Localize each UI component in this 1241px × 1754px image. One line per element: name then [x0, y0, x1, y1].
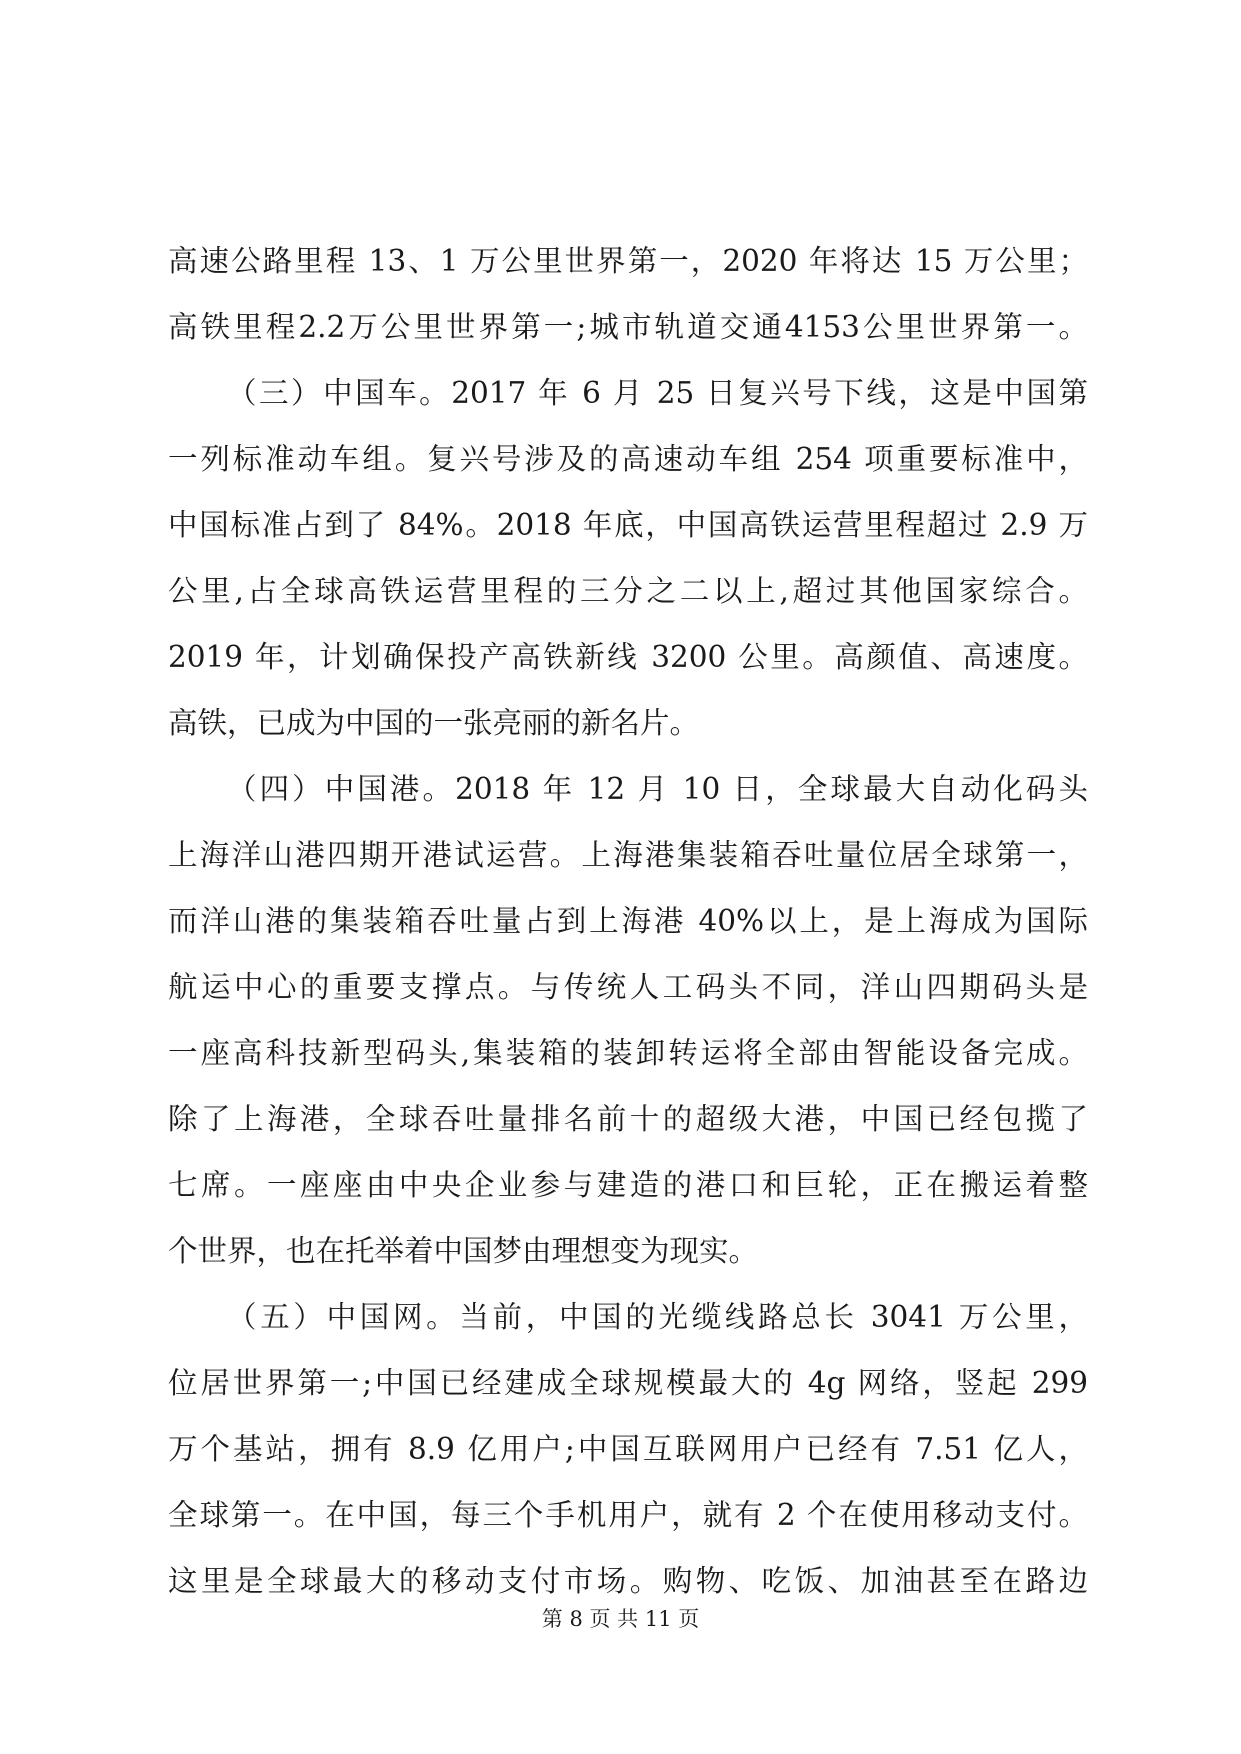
text-line: 而洋山港的集装箱吞吐量占到上海港 40%以上，是上海成为国际: [168, 904, 1088, 938]
text-line: 公里,占全球高铁运营里程的三分之二以上,超过其他国家综合。: [168, 574, 1088, 608]
paragraph-start-line: （四）中国港。2018 年 12 月 10 日，全球最大自动化码头: [227, 772, 1088, 806]
paragraph-end-line: 高铁，已成为中国的一张亮丽的新名片。: [168, 706, 700, 740]
text-line: 一座高科技新型码头,集装箱的装卸转运将全部由智能设备完成。: [168, 1036, 1088, 1070]
text-line: 位居世界第一;中国已经建成全球规模最大的 4g 网络，竖起 299: [168, 1366, 1088, 1400]
text-line: 除了上海港，全球吞吐量排名前十的超级大港，中国已经包揽了: [168, 1102, 1088, 1136]
text-line: 七席。一座座由中央企业参与建造的港口和巨轮，正在搬运着整: [168, 1168, 1088, 1202]
page-number-footer: 第 8 页 共 11 页: [541, 1607, 700, 1631]
paragraph-start-line: （五）中国网。当前，中国的光缆线路总长 3041 万公里，: [227, 1300, 1088, 1334]
body-text: [168, 228, 1088, 1614]
text-line: 航运中心的重要支撑点。与传统人工码头不同，洋山四期码头是: [168, 970, 1088, 1004]
text-line: 高铁里程2.2万公里世界第一;城市轨道交通4153公里世界第一。: [168, 310, 1088, 344]
text-line: 2019 年，计划确保投产高铁新线 3200 公里。高颜值、高速度。: [168, 640, 1088, 674]
text-line: 万个基站，拥有 8.9 亿用户;中国互联网用户已经有 7.51 亿人，: [168, 1432, 1088, 1466]
text-line: 高速公路里程 13、1 万公里世界第一，2020 年将达 15 万公里；: [168, 244, 1088, 278]
paragraph-start-line: （三）中国车。2017 年 6 月 25 日复兴号下线，这是中国第: [227, 376, 1088, 410]
text-line: 一列标准动车组。复兴号涉及的高速动车组 254 项重要标准中，: [168, 442, 1088, 476]
text-line: 全球第一。在中国，每三个手机用户，就有 2 个在使用移动支付。: [168, 1498, 1088, 1532]
text-line: 中国标准占到了 84%。2018 年底，中国高铁运营里程超过 2.9 万: [168, 508, 1088, 542]
text-line: 上海洋山港四期开港试运营。上海港集装箱吞吐量位居全球第一，: [168, 838, 1088, 872]
paragraph-end-line: 个世界，也在托举着中国梦由理想变为现实。: [168, 1234, 759, 1268]
text-line: 这里是全球最大的移动支付市场。购物、吃饭、加油甚至在路边: [168, 1564, 1088, 1598]
